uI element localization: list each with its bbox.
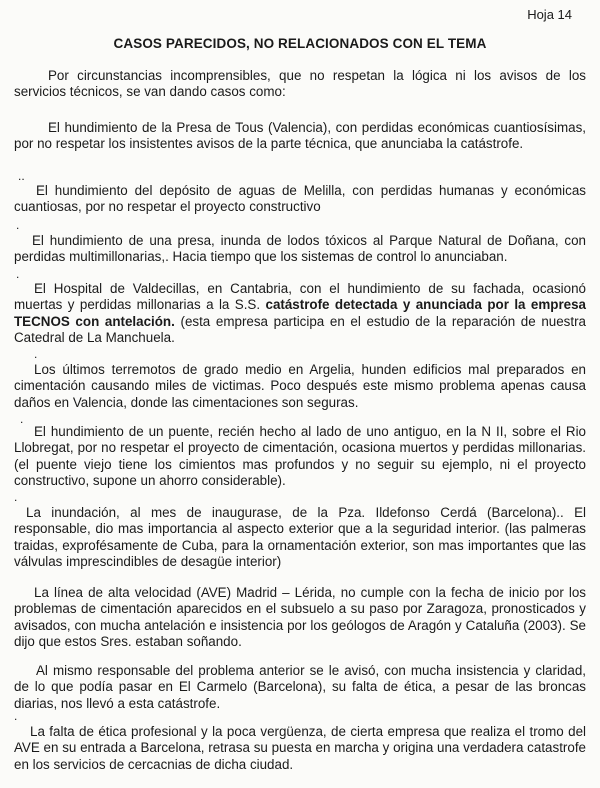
case-text-5: Los últimos terremotos de grado medio en Argelia, hunden edificios mal preparados en cimentación causando miles de victimas. Poco después este mismo problema apenas causa daños en Valencia, donde las cimentaciones son seguras. xyxy=(14,362,586,410)
case-paragraph-8 xyxy=(14,585,586,650)
separator-dot: . xyxy=(14,490,18,504)
case-paragraph-4 xyxy=(14,281,586,346)
case-text-4a: El Hospital de Valdecillas, en Cantabria, con el hundimiento de su fachada, ocasionó muertas y perdidas millonarias a la S.S. xyxy=(14,281,586,313)
separator-dot: . xyxy=(20,412,24,426)
case-paragraph-2 xyxy=(14,183,586,216)
case-text-4c: (esta empresa participa en el estudio de la reparación de nuestra Catedral de La Manchuela. xyxy=(14,313,586,345)
case-text-9: Al mismo responsable del problema anterior se le avisó, con mucha insistencia y claridad, de lo que podía pasar en El Carmelo (Barcelona), su falta de ética, a pesar de las broncas diarias, nos llevó a esta catástrofe. xyxy=(14,663,586,711)
case-paragraph-3 xyxy=(14,233,586,266)
case-text-10: La falta de ética profesional y la poca vergüenza, de cierta empresa que realiza el tromo del AVE en su entrada a Barcelona, retrasa su puesta en marcha y origina una verdadera catastrofe en los servicios de cercacnias de dicha ciudad. xyxy=(14,724,586,772)
case-text-8: La línea de alta velocidad (AVE) Madrid – Lérida, no cumple con la fecha de inicio por los problemas de cimentación aparecidos en el subsuelo a su paso por Zaragoza, pronosticados y avisados, con mucha antelación e insistencia por los geólogos de Aragón y Cataluña (2003). Se dijo que estos Sres. estaban soñando. xyxy=(14,585,586,649)
separator-dot: . xyxy=(16,267,20,281)
separator-dot: . xyxy=(14,709,18,723)
separator-dot: . xyxy=(34,347,38,361)
separator-dots: .. xyxy=(18,169,25,183)
case-paragraph-7 xyxy=(14,505,586,570)
case-paragraph-1 xyxy=(14,120,586,153)
case-text-2: El hundimiento del depósito de aguas de Melilla, con perdidas humanas y económicas cuantiosas, por no respetar el proyecto constructivo xyxy=(14,183,586,215)
document-title: CASOS PARECIDOS, NO RELACIONADOS CON EL TEMA xyxy=(113,36,487,51)
case-text-7: La inundación, al mes de inaugurase, de la Pza. Ildefonso Cerdá (Barcelona).. El responsable, dio mas importancia al aspecto exterior que a la seguridad interior. (las palmeras traidas, exprofésamente de Cuba, para la ornamentación exterior, son mas importantes que las válvulas imprescindibles de desagüe interior) xyxy=(14,505,586,569)
case-text-4-bold: catástrofe detectada y anunciada por la empresa TECNOS con antelación. xyxy=(14,297,586,329)
case-paragraph-6 xyxy=(14,424,586,489)
case-paragraph-10 xyxy=(14,724,586,773)
case-text-6: El hundimiento de un puente, recién hecho al lado de uno antiguo, en la N II, sobre el Rio Llobregat, por no respetar el proyecto de cimentación, ocasiona muertos y perdidas millonarias. (el puente viejo tiene los cimientos mas profundos y no seguir su ejemplo, ni el proyecto constructivo, supone un ahorro considerable). xyxy=(14,424,586,488)
case-text-1: El hundimiento de la Presa de Tous (Valencia), con perdidas económicas cuantiosísimas, por no respetar los insistentes avisos de la parte técnica, que anunciaba la catástrofe. xyxy=(14,120,586,152)
case-text-3: El hundimiento de una presa, inunda de lodos tóxicos al Parque Natural de Doñana, con perdidas multimillonarias,. Hacia tiempo que los sistemas de control lo anunciaban. xyxy=(14,233,586,265)
intro-paragraph xyxy=(14,68,586,101)
intro-text: Por circunstancias incomprensibles, que no respetan la lógica ni los avisos de los servicios técnicos, se van dando casos como: xyxy=(14,68,586,100)
sheet-number: Hoja 14 xyxy=(527,7,572,22)
case-paragraph-9 xyxy=(14,663,586,712)
separator-dot: . xyxy=(16,218,20,232)
case-paragraph-5 xyxy=(14,362,586,411)
